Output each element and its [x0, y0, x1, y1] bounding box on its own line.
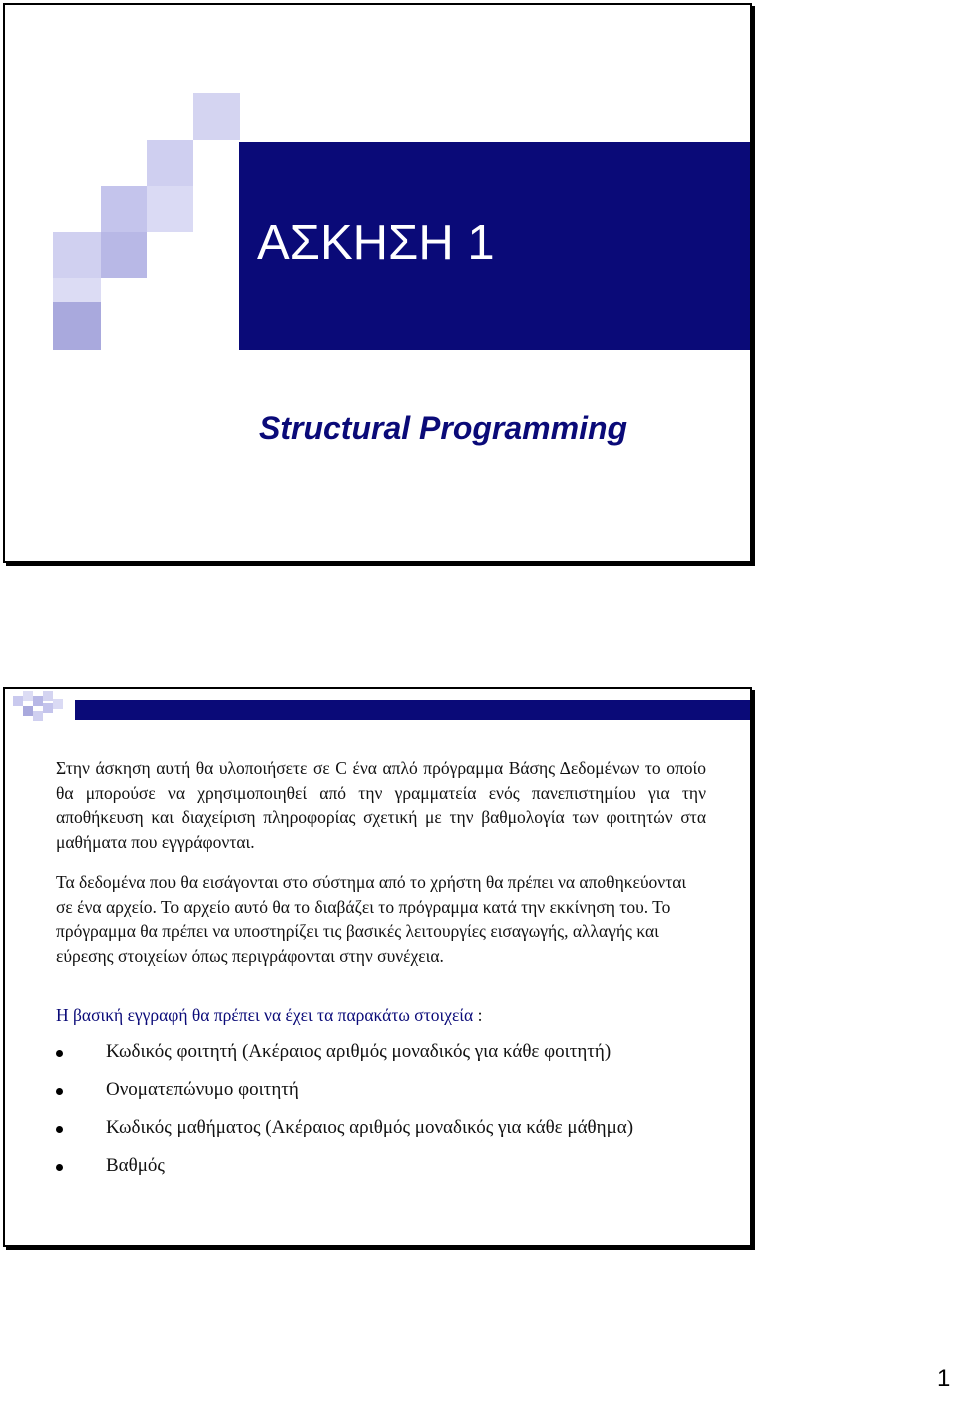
bullet-icon	[56, 1126, 63, 1133]
decorative-square	[147, 140, 193, 186]
list-item	[56, 1079, 716, 1117]
field-label: Κωδικός φοιτητή (Ακέραιος αριθμός μοναδικός για κάθε φοιτητή)	[106, 1041, 612, 1062]
decorative-square	[43, 691, 53, 701]
decorative-square	[147, 186, 193, 232]
decorative-square	[33, 711, 43, 721]
intro-paragraph: Στην άσκηση αυτή θα υλοποιήσετε σε C ένα απλό πρόγραμμα Βάσης Δεδομένων το οποίο θα μπορούσε να χρησιμοποιηθεί από την γραμματεία ενός πανεπιστημίου για την αποθήκευση και διαχείριση πληροφορίας σχετική με την βαθμολογία των φοιτητών στα μαθήματα που εγγράφονται.	[56, 758, 706, 852]
decorative-square	[23, 691, 33, 701]
page-number: 1	[937, 1365, 951, 1392]
record-field-list	[56, 1041, 716, 1193]
decorative-square	[33, 696, 43, 706]
header-bar	[75, 700, 751, 720]
bullet-icon	[56, 1088, 63, 1095]
decorative-square	[23, 706, 33, 716]
bullet-icon	[56, 1164, 63, 1171]
record-intro-text: Η βασική εγγραφή θα πρέπει να έχει τα παρακάτω στοιχεία	[56, 1005, 474, 1025]
field-label: Βαθμός	[106, 1155, 165, 1176]
list-item	[56, 1117, 716, 1155]
decorative-square	[53, 699, 63, 709]
decorative-square	[53, 302, 101, 350]
title-slide	[3, 3, 752, 563]
decorative-square	[101, 232, 147, 278]
content-slide	[3, 687, 752, 1247]
decorative-square	[43, 703, 53, 713]
slide-title: ΑΣΚΗΣΗ 1	[257, 216, 495, 270]
slide-subtitle: Structural Programming	[259, 410, 628, 446]
decorative-square	[193, 93, 240, 140]
bullet-icon	[56, 1050, 63, 1057]
decorative-square	[53, 232, 101, 278]
decorative-square	[13, 696, 23, 706]
record-intro	[56, 1003, 706, 1028]
storage-paragraph: Τα δεδομένα που θα εισάγονται στο σύστημα από το χρήστη θα πρέπει να αποθηκεύονται σε ένα αρχείο. Το αρχείο αυτό θα το διαβάζει το πρόγραμμα κατά την εκκίνηση του. Το πρόγραμμα θα πρέπει να υποστηρίζει τις βασικές λειτουργίες εισαγωγής, αλλαγής και εύρεσης στοιχείων όπως περιγράφονται στην συνέχεια.	[56, 872, 687, 966]
field-label: Κωδικός μαθήματος (Ακέραιος αριθμός μοναδικός για κάθε μάθημα)	[106, 1117, 634, 1138]
record-intro-colon: :	[473, 1005, 483, 1025]
decorative-square	[101, 186, 147, 232]
list-item	[56, 1041, 716, 1079]
field-label: Ονοματεπώνυμο φοιτητή	[106, 1079, 299, 1100]
decorative-square	[53, 278, 101, 302]
list-item	[56, 1155, 716, 1193]
